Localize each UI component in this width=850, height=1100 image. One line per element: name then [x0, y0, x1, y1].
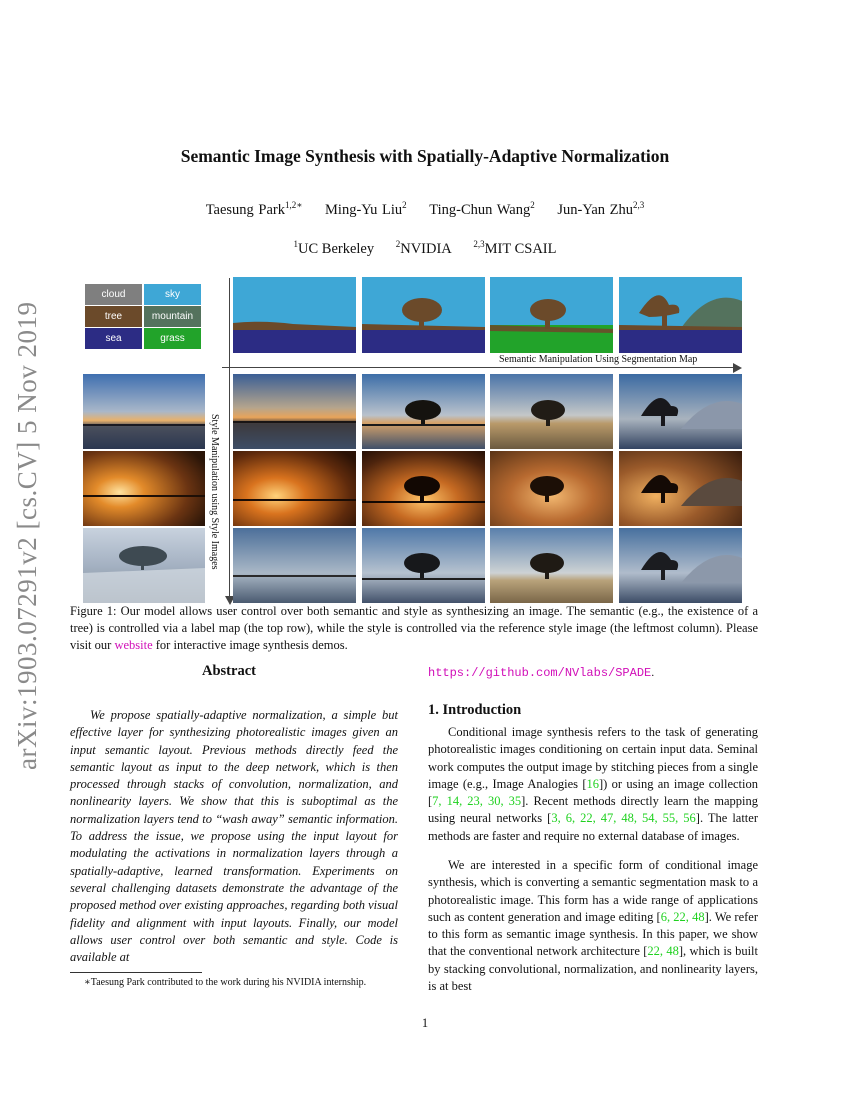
legend-tree: tree: [85, 306, 142, 327]
style-image-1: [83, 374, 205, 449]
output-1-4: [619, 374, 742, 449]
semantic-axis-arrow: [733, 363, 742, 373]
style-axis-line: [229, 278, 230, 598]
output-1-2: [362, 374, 485, 449]
affiliation-2: $^2$NVIDIA: [395, 239, 452, 257]
affiliation-3: $^{2,3}$MIT CSAIL: [473, 239, 557, 257]
intro-paragraph-1: Conditional image synthesis refers to the task of generating photorealistic images conditioning on certain input data. Seminal work computes the output image by stitching pieces from a single image (e.g., Image Analogies [16]) or using an image collection [7, 14, 23, 30, 35]. Recent methods directly learn the mapping using neural networks [3, 6, 22, 47, 48, 54, 55, 56]. The latter methods are faster and require no external database of images.: [428, 725, 758, 843]
output-3-1: [233, 528, 356, 603]
author-4: Jun-Yan Zhu$^{2,3}$: [557, 200, 645, 218]
affiliation-1: $^1$UC Berkeley: [293, 239, 375, 257]
semantic-axis-line: [222, 367, 734, 368]
output-2-1: [233, 451, 356, 526]
output-1-1: [233, 374, 356, 449]
website-link[interactable]: website: [114, 638, 153, 652]
affiliation-list: [0, 239, 850, 258]
output-3-4: [619, 528, 742, 603]
figure-caption: Figure 1: Our model allows user control over both semantic and style as synthesizing an image. The semantic (e.g., the existence of a tree) is controlled via a label map (the top row), while the style is controlled via the reference style image (the leftmost column). Please visit our website for interactive image synthesis demos.: [70, 604, 758, 652]
segmap-2: [362, 277, 485, 353]
author-list: [0, 200, 850, 219]
author-2: Ming-Yu Liu$^2$: [325, 200, 407, 218]
style-image-2: [83, 451, 205, 526]
output-3-3: [490, 528, 613, 603]
abstract-body: We propose spatially-adaptive normalization, a simple but effective layer for synthesizing photorealistic images given an input semantic layout. Previous methods directly feed the semantic layout as input to the deep network, which is then processed through stacks of convolution, normalization, and nonlinearity layers. We show that this is suboptimal as the normalization layers tend to “wash away” semantic information. To address the issue, we propose using the input layout for modulating the activations in normalization layers through a spatially-adaptive, learned transformation. Experiments on several challenging datasets demonstrate the advantage of the proposed method over existing approaches, regarding both visual fidelity and alignment with input layouts. Finally, our model allows user control over both semantic and style. Code is available at: [70, 708, 398, 965]
citation-link[interactable]: 16: [586, 776, 599, 791]
legend-mountain: mountain: [144, 306, 201, 327]
footnote: ∗Taesung Park contributed to the work during his NVIDIA internship.: [84, 977, 367, 988]
output-1-3: [490, 374, 613, 449]
legend-sea: sea: [85, 328, 142, 349]
paper-title: Semantic Image Synthesis with Spatially-Adaptive Normalization: [180, 146, 670, 166]
output-3-2: [362, 528, 485, 603]
page-number: 1: [421, 1016, 429, 1030]
segmap-4: [619, 277, 742, 353]
abstract-heading: Abstract: [202, 663, 256, 679]
author-1: Taesung Park$^{1,2∗}$: [205, 200, 303, 218]
semantic-axis-label: Semantic Manipulation Using Segmentation Map: [499, 354, 698, 365]
footnote-rule: [70, 972, 202, 973]
author-3: Ting-Chun Wang$^2$: [429, 200, 535, 218]
style-image-3: [83, 528, 205, 603]
segmap-3: [490, 277, 613, 353]
output-2-4: [619, 451, 742, 526]
legend-cloud: cloud: [85, 284, 142, 305]
legend-grass: grass: [144, 328, 201, 349]
output-2-3: [490, 451, 613, 526]
citation-link[interactable]: 6, 22, 48: [660, 909, 705, 924]
code-url-link[interactable]: https://github.com/NVlabs/SPADE: [428, 666, 652, 680]
citation-link[interactable]: 7, 14, 23, 30, 35: [432, 794, 522, 809]
output-2-2: [362, 451, 485, 526]
intro-paragraph-2: We are interested in a specific form of conditional image synthesis, which is converting a semantic segmentation mask to a photorealistic image. This form has a wide range of applications such as content generation and image editing [6, 22, 48]. We refer to this form as semantic image synthesis. In this paper, we show that the conventional network architecture [22, 48], which is built by stacking convolutional, normalization, and nonlinearity layers, is at best: [428, 858, 759, 994]
citation-link[interactable]: 3, 6, 22, 47, 48, 54, 55, 56: [551, 811, 696, 826]
legend-sky: sky: [144, 284, 201, 305]
segmap-1: [233, 277, 356, 353]
citation-link[interactable]: 22, 48: [647, 944, 679, 959]
style-axis-label: Style Manipulation using Style Images: [209, 414, 220, 570]
code-url: https://github.com/NVlabs/SPADE.: [428, 665, 655, 680]
label-legend: [85, 284, 202, 350]
intro-heading: 1. Introduction: [428, 702, 522, 718]
arxiv-stamp: arXiv:1903.07291v2 [cs.CV] 5 Nov 2019: [12, 301, 42, 770]
